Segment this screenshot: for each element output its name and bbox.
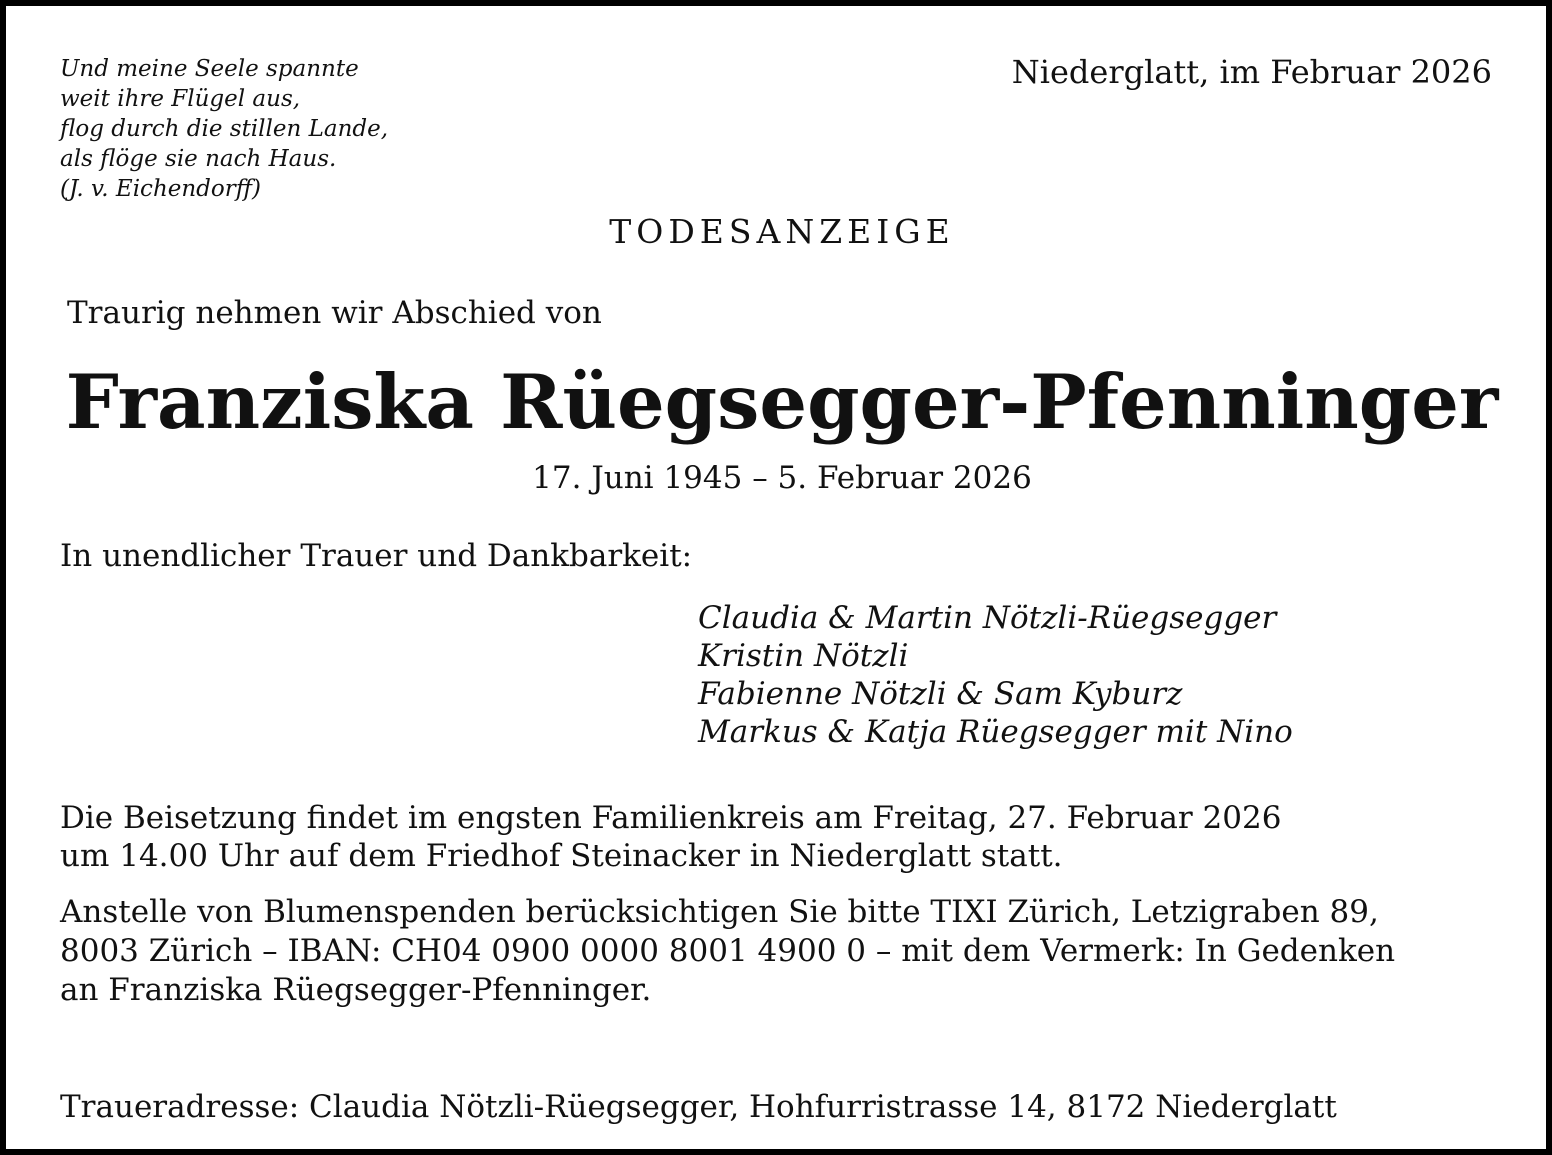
- notice-heading: TODESANZEIGE: [609, 212, 955, 251]
- mourning-address: Traueradresse: Claudia Nötzli-Rüegsegger, Hohfurristrasse 14, 8172 Niederglatt: [60, 1089, 1337, 1125]
- deceased-name: Franziska Rüegsegger-Pfenninger: [65, 358, 1499, 446]
- place-date: Niederglatt, im Februar 2026: [1011, 53, 1492, 91]
- mourner-name: Markus & Katja Rüegsegger mit Nino: [698, 714, 1293, 750]
- donation-notice: [60, 893, 1520, 1010]
- donation-line: Anstelle von Blumenspenden berücksichtigen Sie bitte TIXI Zürich, Letzigraben 89,: [60, 894, 1379, 930]
- burial-line: Die Beisetzung findet im engsten Familienkreis am Freitag, 27. Februar 2026: [60, 800, 1282, 836]
- burial-notice: [60, 799, 1520, 875]
- poem-line: weit ihre Flügel aus,: [60, 86, 301, 112]
- mourning-line: In unendlicher Trauer und Dankbarkeit:: [60, 538, 693, 574]
- poem-line: als flöge sie nach Haus.: [60, 146, 337, 172]
- burial-line: um 14.00 Uhr auf dem Friedhof Steinacker in Niederglatt statt.: [60, 838, 1063, 874]
- mourner-name: Claudia & Martin Nötzli-Rüegsegger: [698, 600, 1277, 636]
- intro-text: Traurig nehmen wir Abschied von: [67, 295, 602, 331]
- donation-line: an Franziska Rüegsegger-Pfenninger.: [60, 972, 652, 1008]
- poem-line: flog durch die stillen Lande,: [60, 116, 389, 142]
- poem-attribution: (J. v. Eichendorff): [60, 176, 262, 202]
- donation-line: 8003 Zürich – IBAN: CH04 0900 0000 8001 4900 0 – mit dem Vermerk: In Gedenken: [60, 933, 1396, 969]
- mourner-name: Fabienne Nötzli & Sam Kyburz: [698, 676, 1183, 712]
- mourners-list: [698, 599, 1293, 751]
- poem-line: Und meine Seele spannte: [60, 56, 359, 82]
- poem-quote: [60, 54, 388, 204]
- life-dates: 17. Juni 1945 – 5. Februar 2026: [532, 460, 1032, 496]
- mourner-name: Kristin Nötzli: [698, 638, 909, 674]
